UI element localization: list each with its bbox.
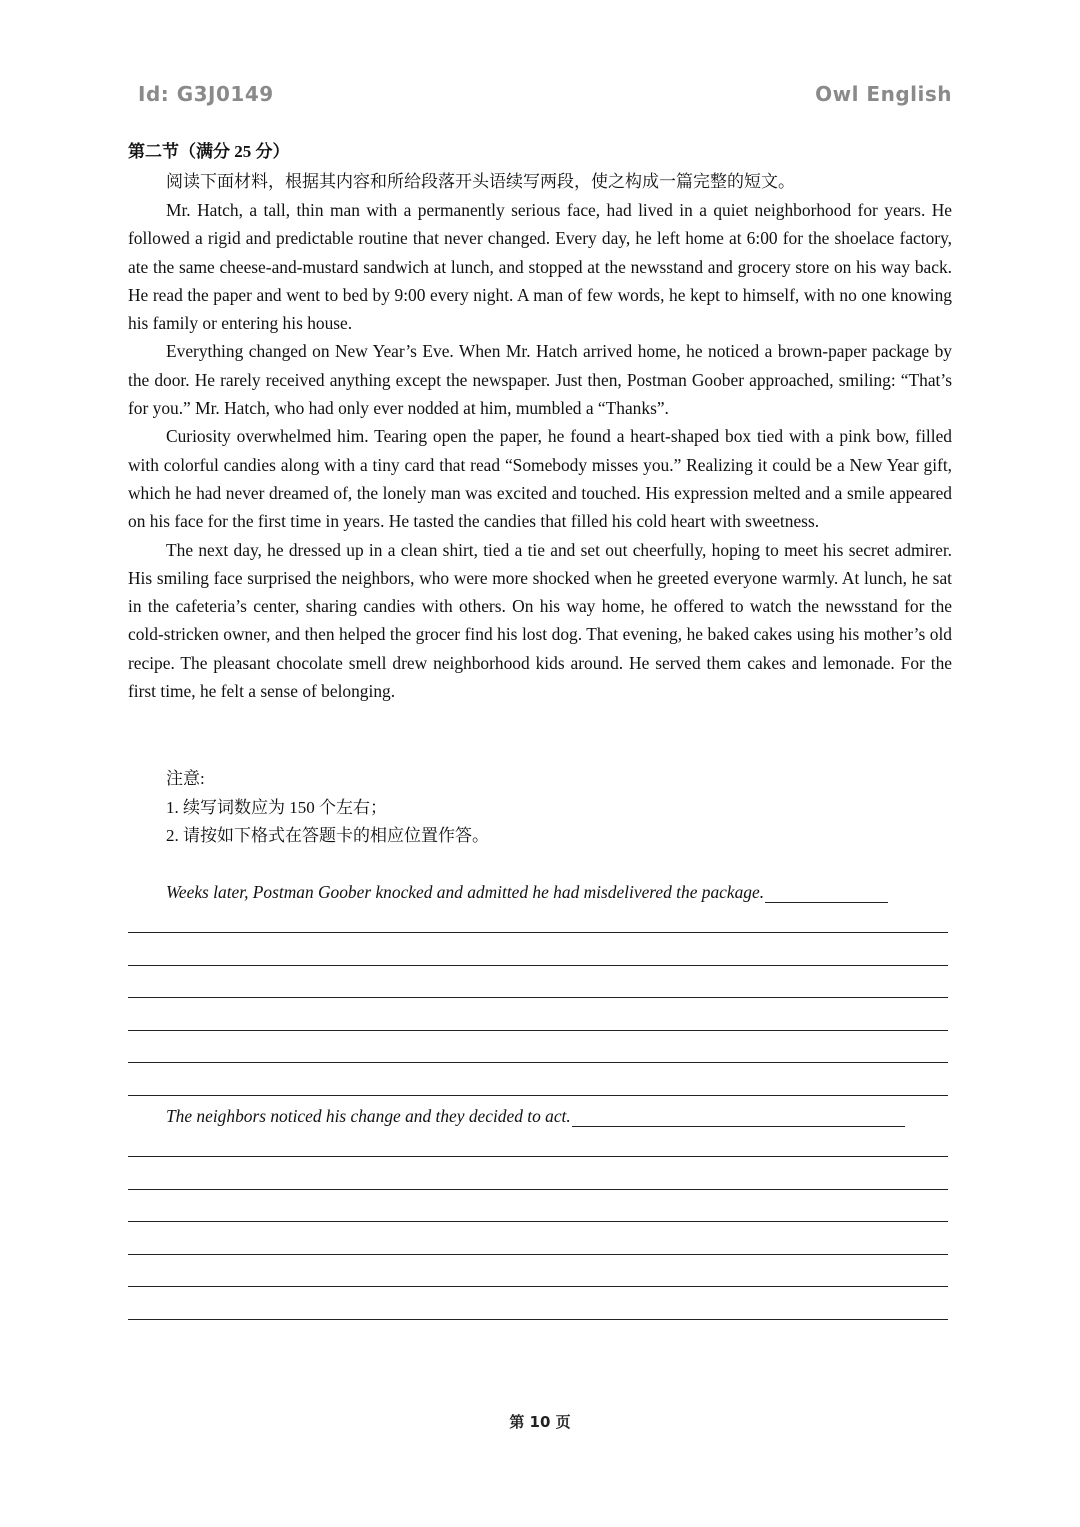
answer-blank[interactable] xyxy=(765,884,888,903)
page-number: 第 10 页 xyxy=(509,1413,571,1431)
passage-paragraph: Mr. Hatch, a tall, thin man with a permanently serious face, had lived in a quiet neighborhood for years. He followed a rigid and predictable routine that never changed. Every day, he left home at 6:00 for the shoelace factory, ate the same cheese-and-mustard sandwich at lunch, and stopped at the newsstand and grocery store on his way back. He read the paper and went to bed by 9:00 every night. A man of few words, he kept to himself, with no one knowing his family or entering his house. xyxy=(128,200,952,334)
prompt-text: Weeks later, Postman Goober knocked and admitted he had misdelivered the package. xyxy=(166,882,765,902)
passage-paragraph: Curiosity overwhelmed him. Tearing open the paper, he found a heart-shaped box tied with a pink bow, filled with colorful candies along with a tiny card that read “Somebody misses you.” Realizing it could be a New Year gift, which he had never dreamed of, the lonely man was excited and touched. His expression melted and a smile appeared on his face for the first time in years. He tasted the candies that filled his cold heart with sweetness. xyxy=(128,426,952,532)
answer-line[interactable] xyxy=(128,1189,948,1190)
continuation-prompt-2 xyxy=(166,1106,905,1127)
notes-heading: 注意: xyxy=(166,769,205,788)
answer-line[interactable] xyxy=(128,1319,948,1320)
note-item: 1. 续写词数应为 150 个左右； xyxy=(166,797,387,817)
instruction: 阅读下面材料，根据其内容和所给段落开头语续写两段，使之构成一篇完整的短文。 xyxy=(166,172,795,191)
continuation-prompt-1 xyxy=(166,882,888,903)
answer-line[interactable] xyxy=(128,1286,948,1287)
answer-line[interactable] xyxy=(128,1095,948,1096)
brand-name: Owl English xyxy=(815,82,952,106)
notes xyxy=(166,765,489,851)
note-item: 2. 请按如下格式在答题卡的相应位置作答。 xyxy=(166,826,489,845)
answer-line[interactable] xyxy=(128,997,948,998)
answer-line[interactable] xyxy=(128,1221,948,1222)
answer-line[interactable] xyxy=(128,1030,948,1031)
answer-line[interactable] xyxy=(128,1156,948,1157)
section-title: 第二节（满分 25 分） xyxy=(128,142,290,161)
answer-line[interactable] xyxy=(128,1254,948,1255)
passage-paragraph: The next day, he dressed up in a clean shirt, tied a tie and set out cheerfully, hoping to meet his secret admirer. His smiling face surprised the neighbors, who were more shocked when he greeted everyone warmly. At lunch, he sat in the cafeteria’s center, sharing candies with others. On his way home, he offered to watch the newsstand for the cold-stricken owner, and then helped the grocer find his lost dog. That evening, he baked cakes using his mother’s old recipe. The pleasant chocolate smell drew neighborhood kids around. He served them cakes and lemonade. For the first time, he felt a sense of belonging. xyxy=(128,539,952,702)
document-id: Id: G3J0149 xyxy=(138,82,274,106)
answer-line[interactable] xyxy=(128,1062,948,1063)
passage-paragraph: Everything changed on New Year’s Eve. When Mr. Hatch arrived home, he noticed a brown-paper package by the door. He rarely received anything except the newspaper. Just then, Postman Goober approached, smiling: “That’s for you.” Mr. Hatch, who had only ever nodded at him, mumbled a “Thanks”. xyxy=(128,341,952,419)
answer-blank[interactable] xyxy=(572,1108,905,1127)
reading-material xyxy=(128,139,952,705)
answer-line[interactable] xyxy=(128,965,948,966)
prompt-text: The neighbors noticed his change and they decided to act. xyxy=(166,1106,571,1126)
answer-line[interactable] xyxy=(128,932,948,933)
